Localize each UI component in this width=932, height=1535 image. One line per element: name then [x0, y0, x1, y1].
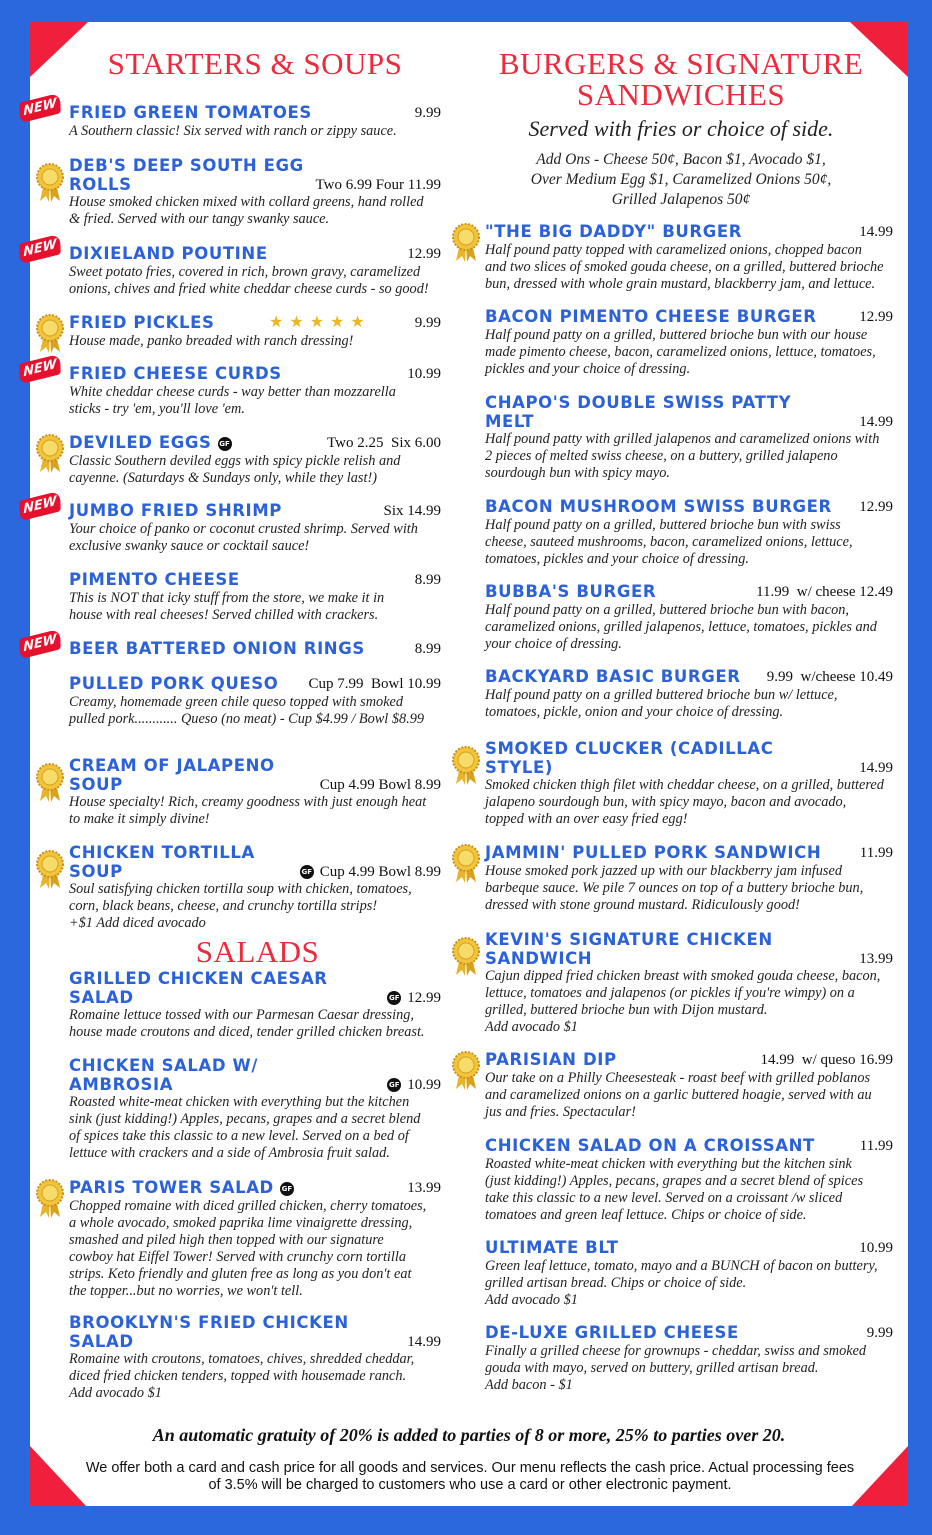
award-ribbon-icon: [35, 850, 65, 890]
item-name-text: CREAM OF JALAPENO SOUP: [69, 756, 275, 794]
item-price: [859, 950, 893, 968]
item-price-text: Cup 4.99 Bowl 8.99: [319, 776, 441, 793]
item-description: Half pound patty on a grilled, buttered brioche bun with swiss cheese, sauteed mushrooms, bacon, caramelized onions, lettuce, tomatoes, pickles and your choice of dressing.: [485, 516, 853, 567]
menu-item: [485, 668, 893, 721]
award-ribbon-icon: [451, 844, 481, 884]
item-price: [316, 176, 441, 194]
salads-header: SALADS: [195, 934, 320, 969]
item-description: Half pound patty with grilled jalapenos and caramelized onions with 2 pieces of melted swiss cheese, on a buttery, grilled jalapeno sourdough bun with spicy mayo.: [485, 431, 880, 481]
item-price: [415, 104, 441, 122]
item-name-text: FRIED GREEN TOMATOES: [69, 103, 312, 122]
item-name-text: ULTIMATE BLT: [485, 1238, 619, 1257]
item-description: Classic Southern deviled eggs with spicy pickle relish and cayenne. (Saturdays & Sundays only, while they last!): [69, 452, 401, 486]
menu-item: [485, 1239, 893, 1309]
award-ribbon-icon: [35, 434, 65, 474]
item-price: [859, 759, 893, 777]
gluten-free-icon: GF: [280, 1182, 294, 1196]
item-description: Chopped romaine with diced grilled chicken, cherry tomatoes, a whole avocado, smoked paprika lime vinaigrette dressing, smashed and piled high then topped with our signature cowboy hat Eiffel Tower! Served with crunchy corn tortilla strips. Keto friendly and gluten free as long as you don't eat the topper...but no worries, we won't tell.: [69, 1197, 427, 1299]
item-description: House smoked chicken mixed with collard greens, hand rolled & fried. Served with our tangy swanky sauce.: [69, 194, 424, 227]
item-name-text: DEVILED EGGS: [69, 433, 212, 452]
item-price: [407, 1333, 441, 1351]
item-name-text: DIXIELAND POUTINE: [69, 244, 268, 263]
item-price-text: 12.99: [407, 989, 441, 1006]
item-price: [407, 365, 441, 383]
item-name-text: FRIED PICKLES: [69, 313, 215, 332]
item-name-text: BEER BATTERED ONION RINGS: [69, 639, 365, 658]
new-badge-icon: NEW: [19, 629, 60, 660]
menu-item: [23, 631, 441, 659]
item-price-text: 14.99: [859, 759, 893, 776]
item-description: Romaine with croutons, tomatoes, chives, shredded cheddar, diced fried chicken tenders, topped with housemade ranch. Add avocado $1: [69, 1351, 415, 1401]
item-description: White cheddar cheese curds - way better than mozzarella sticks - try 'em, you'll love 'em.: [69, 383, 396, 417]
item-name-text: GRILLED CHICKEN CAESAR SALAD: [69, 969, 328, 1007]
item-name-text: BACKYARD BASIC BURGER: [485, 667, 741, 686]
item-name-text: BUBBA'S BURGER: [485, 582, 657, 601]
item-name: [485, 1239, 893, 1258]
new-badge-icon: NEW: [19, 491, 60, 522]
menu-item: [23, 95, 441, 140]
item-name-text: CHICKEN TORTILLA SOUP: [69, 843, 255, 881]
menu-item: [69, 571, 441, 624]
item-name: [485, 498, 893, 517]
item-name-text: PARISIAN DIP: [485, 1050, 617, 1069]
item-price-text: 8.99: [414, 641, 441, 657]
item-price-text: 13.99: [859, 950, 893, 967]
item-description: Roasted white-meat chicken with everything but the kitchen sink (just kidding!) Apples, pecans, grapes and a secret blend of spices take this classic to a new level. Served on a bed of lettuce with crackers and a side of Ambrosia fruit salad.: [69, 1094, 421, 1161]
item-name: [69, 245, 441, 264]
item-price-text: 14.99: [407, 1333, 441, 1350]
item-price: [415, 640, 441, 658]
item-name-text: SMOKED CLUCKER (CADILLAC STYLE): [485, 739, 774, 777]
item-price: [383, 502, 441, 520]
menu-item: [485, 308, 893, 378]
item-description: Smoked chicken thigh filet with cheddar cheese, on a grilled, buttered jalapeno sourdough bun, with spicy mayo, bacon and avocado, topped with an over easy fried egg!: [485, 777, 884, 827]
item-price: [756, 583, 893, 601]
item-name: [485, 1324, 893, 1343]
item-price-text: 9.99: [414, 315, 441, 331]
served-with-note: Served with fries or choice of side.: [528, 116, 834, 141]
item-price-text: 10.99: [859, 1240, 893, 1256]
menu-item: [69, 434, 441, 487]
award-ribbon-icon: [35, 763, 65, 803]
item-price: [294, 863, 441, 881]
item-name-text: PARIS TOWER SALAD: [69, 1178, 274, 1197]
menu-item: [485, 1324, 893, 1394]
menu-item: [485, 844, 893, 914]
item-description: This is NOT that icky stuff from the store, we make it in house with real cheeses! Served chilled with crackers.: [69, 589, 385, 623]
award-ribbon-icon: [451, 223, 481, 263]
item-price-text: 9.99: [866, 1325, 893, 1341]
item-name-text: DE-LUXE GRILLED CHEESE: [485, 1323, 739, 1342]
item-description: Your choice of panko or coconut crusted shrimp. Served with exclusive swanky sauce or cocktail sauce!: [69, 520, 418, 554]
menu-item: [485, 223, 893, 293]
award-ribbon-icon: [35, 314, 65, 354]
item-price-text: 10.99: [407, 1076, 441, 1093]
item-price-text: 12.99: [407, 246, 441, 262]
item-name-text: BACON PIMENTO CHEESE BURGER: [485, 307, 817, 326]
item-price: [415, 314, 441, 332]
item-name: [69, 571, 441, 590]
item-price-text: 12.99: [859, 309, 893, 325]
item-price: [860, 844, 893, 862]
item-price-text: 8.99: [414, 572, 441, 588]
card-fee-notice: We offer both a card and cash price for all goods and services. Our menu reflects the cash price. Actual processing fees of 3.5% will be charged to customers who use a card or other electronic payment.: [85, 1460, 855, 1493]
item-price: [415, 571, 441, 589]
item-name: [485, 844, 893, 863]
item-name: [485, 1137, 893, 1156]
menu-item: [69, 757, 441, 828]
item-price: [761, 1051, 894, 1069]
item-price: [860, 1137, 893, 1155]
item-name: [69, 640, 441, 659]
new-badge-icon: NEW: [19, 93, 60, 124]
item-name: [485, 931, 893, 968]
item-description: Roasted white-meat chicken with everything but the kitchen sink (just kidding!) Apples, pecans, grapes and a secret blend of spices take this classic to a new level. Served on a croissant /w sliced tomatoes and green leaf lettuce. Chips or choice of side.: [485, 1155, 864, 1223]
item-description: Half pound patty on a grilled, buttered brioche bun with our house made pimento cheese, bacon, caramelized onions, lettuce, tomatoes, pickles and your choice of dressing.: [485, 326, 876, 377]
item-price-text: 9.99 w/cheese 10.49: [766, 669, 893, 685]
item-name-text: JUMBO FRIED SHRIMP: [69, 501, 282, 520]
item-name-text: DEB'S DEEP SOUTH EGG ROLLS: [69, 156, 304, 194]
item-name-text: CHAPO'S DOUBLE SWISS PATTY MELT: [485, 393, 792, 431]
gluten-free-icon: GF: [387, 991, 401, 1005]
item-name: [485, 740, 893, 777]
menu-item: [23, 236, 441, 298]
menu-item: [485, 394, 893, 482]
item-name-text: PULLED PORK QUESO: [69, 674, 279, 693]
item-description: Creamy, homemade green chile queso topped with smoked pulled pork............ Queso (no meat) - Cup $4.99 / Bowl $8.99: [69, 693, 425, 727]
item-name: [69, 314, 441, 333]
item-description: Green leaf lettuce, tomato, mayo and a BUNCH of bacon on buttery, grilled artisan bread. Chips or choice of side. Add avocado $1: [485, 1257, 878, 1308]
award-ribbon-icon: [451, 1051, 481, 1091]
item-price: [320, 776, 441, 794]
item-price: [381, 1076, 441, 1094]
item-price-text: Two 6.99 Four 11.99: [315, 176, 441, 193]
award-ribbon-icon: [451, 937, 481, 977]
menu-item: [69, 1057, 441, 1162]
menu-item: [485, 1051, 893, 1121]
item-description: House made, panko breaded with ranch dressing!: [69, 332, 354, 349]
award-ribbon-icon: [35, 1179, 65, 1219]
item-price: [867, 1324, 893, 1342]
item-price: [859, 223, 893, 241]
item-price: [407, 1179, 441, 1197]
menu-item: [69, 1314, 441, 1402]
item-price: [859, 413, 893, 431]
item-description: Romaine lettuce tossed with our Parmesan Caesar dressing, house made croutons and diced, tender grilled chicken breast.: [69, 1007, 425, 1040]
menu-item: [485, 931, 893, 1036]
item-price-text: 14.99 w/ queso 16.99: [760, 1052, 893, 1068]
award-ribbon-icon: [35, 163, 65, 203]
item-name: [69, 365, 441, 384]
item-price: [859, 1239, 893, 1257]
item-price-text: 12.99: [859, 499, 893, 515]
menu-item: [69, 157, 441, 228]
starters-header: STARTERS & SOUPS: [107, 46, 403, 81]
item-name-text: BACON MUSHROOM SWISS BURGER: [485, 497, 832, 516]
item-price-text: Cup 7.99 Bowl 10.99: [308, 676, 441, 692]
item-description: Half pound patty on a grilled buttered brioche bun w/ lettuce, tomatoes, pickle, onion and your choice of dressing.: [485, 686, 838, 720]
item-description: A Southern classic! Six served with ranch or zippy sauce.: [69, 122, 397, 139]
item-price-text: 9.99: [414, 105, 441, 121]
award-ribbon-icon: [451, 746, 481, 786]
menu-item: [69, 314, 441, 350]
item-name-text: FRIED CHEESE CURDS: [69, 364, 282, 383]
menu-item: [69, 970, 441, 1041]
gluten-free-icon: GF: [387, 1078, 401, 1092]
menu-item: [485, 740, 893, 828]
item-price-text: 10.99: [407, 366, 441, 382]
item-price: [859, 498, 893, 516]
item-name: [69, 1179, 441, 1198]
item-price: [327, 434, 441, 452]
item-price-text: 11.99: [859, 1138, 893, 1154]
item-price-text: 14.99: [859, 224, 893, 240]
item-price: [767, 668, 893, 686]
item-description: Our take on a Philly Cheesesteak - roast beef with grilled poblanos and caramelized onions on a garlic buttered hoagie, served with au jus and fries. Spectacular!: [485, 1069, 872, 1120]
item-name: [485, 394, 893, 431]
item-price-text: 11.99: [859, 845, 893, 861]
menu-item: [23, 493, 441, 555]
gluten-free-icon: GF: [300, 865, 314, 879]
item-name-text: PIMENTO CHEESE: [69, 570, 240, 589]
item-name-text: JAMMIN' PULLED PORK SANDWICH: [485, 843, 822, 862]
burgers-header: BURGERS & SIGNATURE SANDWICHES: [498, 46, 864, 112]
item-description: House specialty! Rich, creamy goodness with just enough heat to make it simply divine!: [69, 794, 427, 827]
item-name: [485, 223, 893, 242]
item-price-text: Cup 4.99 Bowl 8.99: [319, 863, 441, 880]
menu-item: [69, 844, 441, 932]
item-description: Half pound patty topped with caramelized onions, chopped bacon and two slices of smoked gouda cheese, on a grilled, buttered brioche bun, dressed with whole grain mustard, blackberry jam, and lettuce.: [485, 241, 884, 292]
add-ons-note: Add Ons - Cheese 50¢, Bacon $1, Avocado $1, Over Medium Egg $1, Caramelized Onions 50¢, Grilled Jalapenos 50¢: [530, 151, 832, 208]
item-price: [308, 675, 441, 693]
item-price-text: 14.99: [859, 413, 893, 430]
item-name: [69, 104, 441, 123]
new-badge-icon: NEW: [19, 354, 60, 385]
item-name: [69, 1314, 441, 1351]
item-price-text: Six 14.99: [383, 503, 441, 519]
menu-item: [485, 583, 893, 653]
item-description: Half pound patty on a grilled, buttered brioche bun with bacon, caramelized onions, grilled jalapenos, lettuce, tomatoes, pickles and your choice of dressing.: [485, 601, 877, 652]
new-badge-icon: NEW: [19, 234, 60, 265]
item-description: Sweet potato fries, covered in rich, brown gravy, caramelized onions, chives and fried white cheddar cheese curds - so good!: [69, 263, 429, 297]
gratuity-note: An automatic gratuity of 20% is added to parties of 8 or more, 25% to parties over 20.: [152, 1425, 786, 1445]
item-name-text: CHICKEN SALAD W/ AMBROSIA: [69, 1056, 258, 1094]
menu-item: [69, 1179, 441, 1300]
item-description: House smoked pork jazzed up with our blackberry jam infused barbeque sauce. We pile 7 ounces on top of a buttery brioche bun, dressed with stone ground mustard. Ridiculously good!: [485, 862, 864, 913]
star-rating-icon: ★★★★★: [269, 314, 371, 331]
item-description: Cajun dipped fried chicken breast with smoked gouda cheese, bacon, lettuce, tomatoes and jalapenos (or pickles if you're wimpy) on a grilled, buttered brioche bun with Dijon mustard. Add avocado $1: [485, 968, 881, 1035]
item-name-text: KEVIN'S SIGNATURE CHICKEN SANDWICH: [485, 930, 773, 968]
item-price-text: 13.99: [407, 1180, 441, 1196]
item-name-text: "THE BIG DADDY" BURGER: [485, 222, 743, 241]
menu-item: [485, 498, 893, 568]
menu-item: [69, 675, 441, 728]
item-name-text: CHICKEN SALAD ON A CROISSANT: [485, 1136, 815, 1155]
item-price-text: Two 2.25 Six 6.00: [327, 435, 441, 451]
item-price: [381, 989, 441, 1007]
item-price-text: 11.99 w/ cheese 12.49: [756, 584, 893, 600]
item-name: [485, 308, 893, 327]
menu-item: [23, 356, 441, 418]
menu-item: [485, 1137, 893, 1224]
item-name-text: BROOKLYN'S FRIED CHICKEN SALAD: [69, 1313, 349, 1351]
item-description: Finally a grilled cheese for grownups - cheddar, swiss and smoked gouda with mayo, served on buttery, grilled artisan bread. Add bacon - $1: [485, 1342, 867, 1393]
item-price: [407, 245, 441, 263]
gluten-free-icon: GF: [218, 437, 232, 451]
item-price: [859, 308, 893, 326]
item-description: Soul satisfying chicken tortilla soup with chicken, tomatoes, corn, black beans, cheese, and crunchy tortilla strips! +$1 Add diced avocado: [69, 881, 412, 931]
